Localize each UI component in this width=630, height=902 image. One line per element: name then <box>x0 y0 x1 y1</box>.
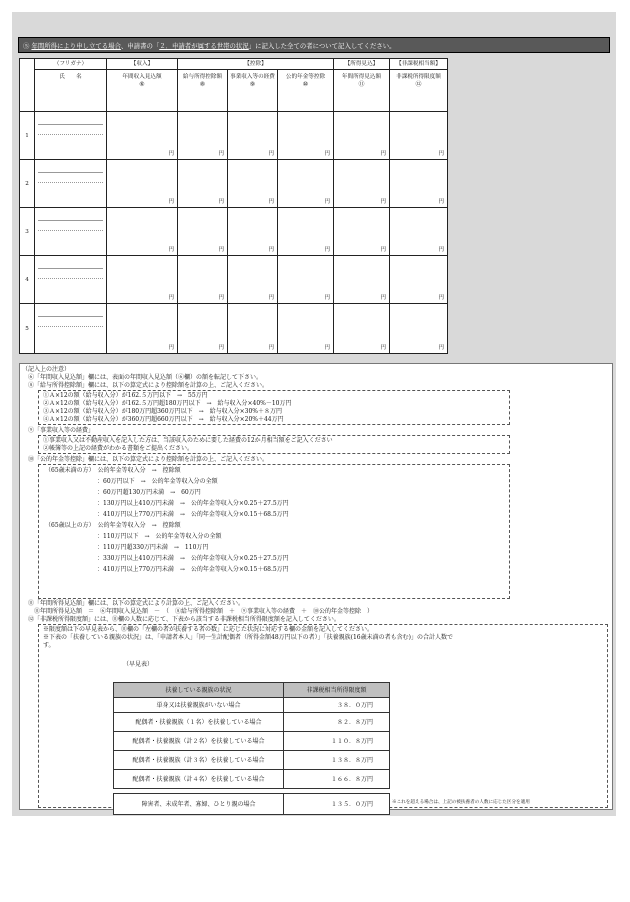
note-9-line: ①事業収入又は不動産収入を記入した方は、当該収入のために要した経費の12か月相当額をご記入ください <box>43 437 333 444</box>
section-header <box>18 37 610 53</box>
col-salary-deduction <box>178 70 228 112</box>
amount-input-cell[interactable] <box>278 304 334 354</box>
col-label: 非課税所得限度額 <box>396 74 441 80</box>
amount-input-cell[interactable] <box>228 208 278 256</box>
yen-unit: 円 <box>218 199 224 205</box>
quick-row <box>114 713 390 732</box>
furigana-label: （フリガナ） <box>35 59 107 70</box>
amount-input-cell[interactable] <box>278 256 334 304</box>
row-number: 4 <box>20 256 35 304</box>
yen-unit: 円 <box>268 151 274 157</box>
quick-value: ８２．８万円 <box>284 713 390 732</box>
note-8-line: ①Ａ×12の額（給与収入分）が162.５万円以下 → 55万円 <box>43 392 208 399</box>
yen-unit: 円 <box>168 345 174 351</box>
table-row <box>20 256 448 304</box>
note-12-line: ※限度額は下の早見表から、⑪欄の「左欄の者が扶養する者の数」に応じた状況に対応する欄の金額を記入してください。 <box>43 626 374 633</box>
yen-unit: 円 <box>168 295 174 301</box>
amount-input-cell[interactable] <box>178 256 228 304</box>
note-12: ⑫「非課税所得限度額」には、⑪欄の人数に応じて、下表から該当する非課税相当所得限度額を記入してください。 <box>28 616 340 623</box>
col-pension-deduction <box>278 70 334 112</box>
note-12-line: ※下表の「扶養している親族の状況」は、「申請者本人」「同一生計配偶者（所得金額48万円以下の者）」「扶養親族(16歳未満の者も含む)」の合計人数で <box>43 634 453 641</box>
section-mid: 、申請書の「 <box>120 42 160 50</box>
yen-unit: 円 <box>324 151 330 157</box>
quick-table-title: （早見表） <box>123 661 154 668</box>
quick-head-limit: 非課税相当所得限度額 <box>284 683 390 698</box>
amount-input-cell[interactable] <box>228 160 278 208</box>
amount-input-cell[interactable] <box>107 256 178 304</box>
note-11-formula: ⑪年間所得見込額 ＝ ⑥年間収入見込額 － （ ⑧給与所得控除額 ＋ ⑨事業収入等の経費 ＋ ⑩公的年金等控除 ） <box>34 608 374 615</box>
yen-unit: 円 <box>168 247 174 253</box>
yen-unit: 円 <box>438 247 444 253</box>
yen-unit: 円 <box>438 345 444 351</box>
income-group-label: 【収入】 <box>107 59 178 70</box>
col-mark: ⑩ <box>302 81 309 88</box>
col-mark: ⑨ <box>249 81 256 88</box>
quick-value: １６６．８万円 <box>284 770 390 789</box>
quick-value: １３８．８万円 <box>284 751 390 770</box>
note-8-line: ③Ａ×12の額（給与収入分）が180万円超360万円以下 → 給与収入分×30%＋８万円 <box>43 408 282 415</box>
note-10-line: ：410万円以上770万円未満 → 公的年金等収入分×0.15＋68.5万円 <box>97 566 289 573</box>
yen-unit: 円 <box>168 199 174 205</box>
quick-head-situation: 扶養している親族の状況 <box>114 683 284 698</box>
yen-unit: 円 <box>380 199 386 205</box>
yen-unit: 円 <box>324 199 330 205</box>
col-mark: ⑧ <box>199 81 206 88</box>
amount-input-cell[interactable] <box>178 304 228 354</box>
yen-unit: 円 <box>268 345 274 351</box>
income-est-group-label: 【所得見込】 <box>334 59 390 70</box>
note-10-line: ：130万円以上410万円未満 → 公的年金等収入分×0.25＋27.5万円 <box>97 500 289 507</box>
amount-input-cell[interactable] <box>107 112 178 160</box>
yen-unit: 円 <box>380 151 386 157</box>
section-ref: ２．申請者が属する世帯の状況 <box>159 42 249 50</box>
yen-unit: 円 <box>324 345 330 351</box>
note-10-line: ：110万円以下 → 公的年金等収入分の全額 <box>97 533 222 540</box>
yen-unit: 円 <box>268 295 274 301</box>
amount-input-cell[interactable] <box>228 304 278 354</box>
quick-last-situation: 障害者、未成年者、寡婦、ひとり親の場合 <box>114 794 284 815</box>
amount-input-cell[interactable] <box>334 112 390 160</box>
yen-unit: 円 <box>324 247 330 253</box>
yen-unit: 円 <box>438 199 444 205</box>
col-label: 給与所得控除額 <box>182 74 223 80</box>
name-header <box>35 70 107 112</box>
amount-input-cell[interactable] <box>334 208 390 256</box>
note-6: ⑥「年間収入見込額」欄には、表面の年間収入見込額（⑥欄）の額を転記して下さい。 <box>28 374 263 381</box>
section-tail: 」に記入した全ての者について記入してください。 <box>248 42 396 50</box>
name-label: 氏 名 <box>59 74 82 80</box>
quick-row <box>114 698 390 713</box>
note-10-line: ：110万円超330万円未満 → 110万円 <box>97 544 209 551</box>
note-8-line: ②Ａ×12の額（給与収入分）が162.５万円超180万円以下 → 給与収入分×40%－10万円 <box>43 400 292 407</box>
yen-unit: 円 <box>324 295 330 301</box>
name-input-cell[interactable] <box>35 304 107 354</box>
yen-unit: 円 <box>438 295 444 301</box>
amount-input-cell[interactable] <box>107 160 178 208</box>
amount-input-cell[interactable] <box>278 160 334 208</box>
note-10-line: ：410万円以上770万円未満 → 公的年金等収入分×0.15＋68.5万円 <box>97 511 289 518</box>
amount-input-cell[interactable] <box>390 304 448 354</box>
deduction-group-label: 【控除】 <box>178 59 334 70</box>
amount-input-cell[interactable] <box>278 112 334 160</box>
name-input-cell[interactable] <box>35 112 107 160</box>
quick-value: １１０．８万円 <box>284 732 390 751</box>
row-number: 2 <box>20 160 35 208</box>
amount-input-cell[interactable] <box>107 208 178 256</box>
col-mark: ⑪ <box>358 81 365 88</box>
yen-unit: 円 <box>380 345 386 351</box>
note-10-line: ：330万円以上410万円未満 → 公的年金等収入分×0.25＋27.5万円 <box>97 555 289 562</box>
yen-unit: 円 <box>268 199 274 205</box>
row-number: 5 <box>20 304 35 354</box>
quick-situation: 配偶者・扶養親族（計４名）を扶養している場合 <box>114 770 284 789</box>
amount-input-cell[interactable] <box>390 208 448 256</box>
amount-input-cell[interactable] <box>278 208 334 256</box>
section-lead: 年間所得により申し立てる場合 <box>31 42 121 50</box>
yen-unit: 円 <box>380 247 386 253</box>
quick-situation: 配偶者・扶養親族（計２名）を扶養している場合 <box>114 732 284 751</box>
quick-last-value: １３５．０万円 <box>284 794 390 815</box>
amount-input-cell[interactable] <box>390 112 448 160</box>
name-input-cell[interactable] <box>35 256 107 304</box>
yen-unit: 円 <box>438 151 444 157</box>
quick-situation: 配偶者・扶養親族（１名）を扶養している場合 <box>114 713 284 732</box>
quick-note: ※これを超える場合は、上記の被扶養者の人数に応じた区分を適用 <box>392 800 530 805</box>
amount-input-cell[interactable] <box>334 160 390 208</box>
amount-input-cell[interactable] <box>228 256 278 304</box>
amount-input-cell[interactable] <box>178 208 228 256</box>
nontax-group-label: 【非課税相当額】 <box>390 59 448 70</box>
col-business-expense <box>228 70 278 112</box>
quick-row <box>114 751 390 770</box>
corner-cell <box>20 59 35 112</box>
note-10-box <box>38 464 510 599</box>
col-mark: ⑥ <box>139 81 145 88</box>
note-9-box <box>38 435 510 454</box>
quick-row <box>114 770 390 789</box>
note-10: ⑩「公的年金等控除」欄には、以下の算定式により控除額を計算の上、ご記入ください。 <box>28 456 269 463</box>
note-12-line: す。 <box>43 642 55 649</box>
col-label: 年間収入見込額 <box>122 74 162 80</box>
quick-situation: 配偶者・扶養親族（計３名）を扶養している場合 <box>114 751 284 770</box>
amount-input-cell[interactable] <box>178 160 228 208</box>
note-10-line: ：60万円超130万円未満 → 60万円 <box>97 489 201 496</box>
quick-reference-table <box>113 682 390 815</box>
col-annual-income-est <box>334 70 390 112</box>
income-table <box>19 58 448 354</box>
yen-unit: 円 <box>268 247 274 253</box>
col-annual-income <box>107 70 178 112</box>
amount-input-cell[interactable] <box>334 304 390 354</box>
quick-situation: 単身又は扶養親族がいない場合 <box>114 698 284 713</box>
notes-title: （記入上の注意） <box>22 366 71 373</box>
quick-row <box>114 732 390 751</box>
amount-input-cell[interactable] <box>390 160 448 208</box>
note-8: ⑧「給与所得控除額」欄には、以下の算定式により控除額を計算の上、ご記入ください。 <box>28 382 269 389</box>
yen-unit: 円 <box>168 151 174 157</box>
col-label: 事業収入等の経費 <box>230 74 275 80</box>
yen-unit: 円 <box>218 151 224 157</box>
col-label: 年間所得見込額 <box>341 74 382 80</box>
table-row <box>20 208 448 256</box>
row-number: 3 <box>20 208 35 256</box>
col-mark: ⑫ <box>415 81 422 88</box>
quick-value: ３８．０万円 <box>284 698 390 713</box>
name-input-cell[interactable] <box>35 208 107 256</box>
amount-input-cell[interactable] <box>107 304 178 354</box>
yen-unit: 円 <box>218 345 224 351</box>
col-label: 公的年金等控除 <box>285 74 326 80</box>
table-row <box>20 304 448 354</box>
amount-input-cell[interactable] <box>228 112 278 160</box>
note-10-line: （65歳以上の方） 公的年金等収入分 → 控除額 <box>45 522 181 529</box>
note-11: ⑪「年間所得見込額」欄には、以下の算定式により計算の上、ご記入ください。 <box>28 600 245 607</box>
note-10-line: （65歳未満の方） 公的年金等収入分 → 控除額 <box>45 467 181 474</box>
col-nontax-limit <box>390 70 448 112</box>
yen-unit: 円 <box>218 247 224 253</box>
note-8-line: ④Ａ×12の額（給与収入分）が360万円超660万円以下 → 給与収入分×20%＋44万円 <box>43 416 284 423</box>
note-9-line: ②帳簿等の上記の経費がわかる書類をご提出ください。 <box>43 445 194 452</box>
amount-input-cell[interactable] <box>178 112 228 160</box>
note-8-box <box>38 390 510 425</box>
name-input-cell[interactable] <box>35 160 107 208</box>
note-9: ⑨「事業収入等の経費」 <box>28 427 95 434</box>
table-row <box>20 112 448 160</box>
yen-unit: 円 <box>218 295 224 301</box>
table-row <box>20 160 448 208</box>
yen-unit: 円 <box>380 295 386 301</box>
amount-input-cell[interactable] <box>334 256 390 304</box>
amount-input-cell[interactable] <box>390 256 448 304</box>
section-number: ⑤ <box>23 42 30 50</box>
row-number: 1 <box>20 112 35 160</box>
note-10-line: ：60万円以下 → 公的年金等収入分の全額 <box>97 478 218 485</box>
